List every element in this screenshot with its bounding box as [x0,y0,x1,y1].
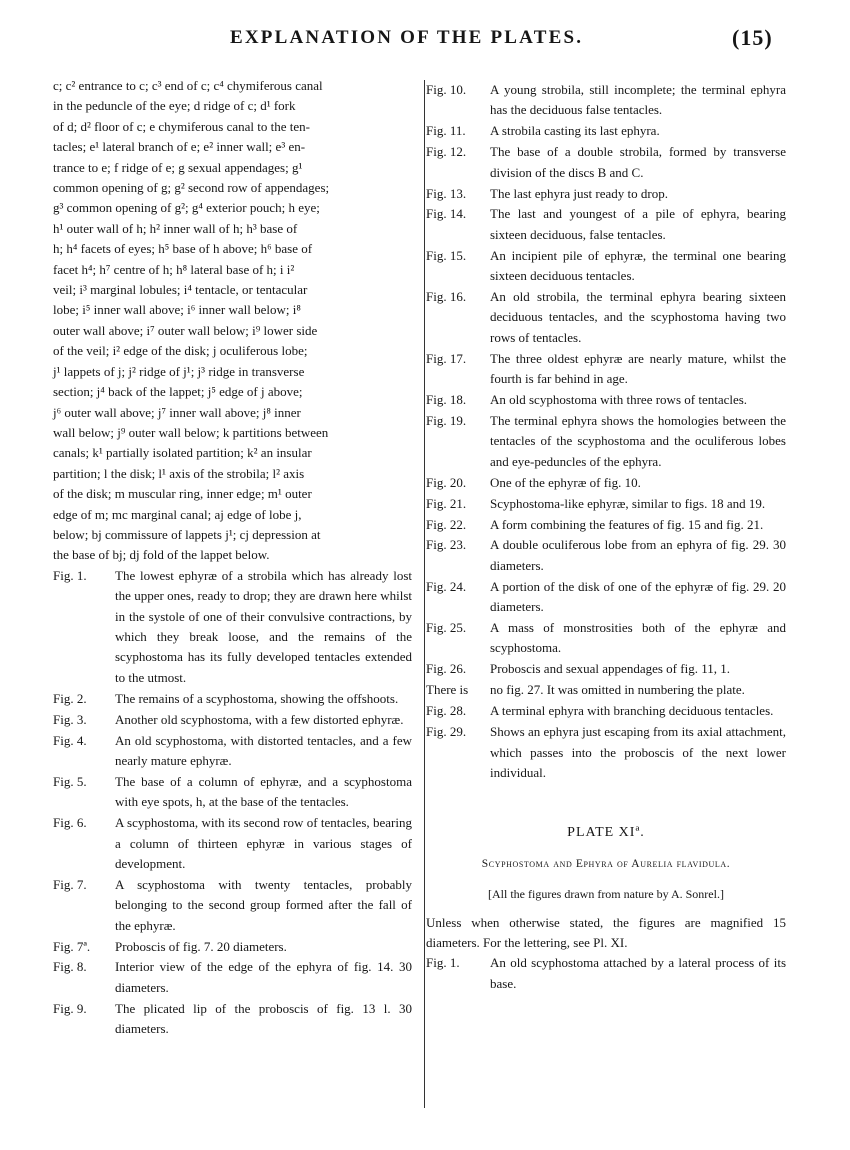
figure-label: Fig. 3. [53,711,87,727]
figure-text: A strobila casting its last ephyra. [490,123,660,139]
legend-line: g³ common opening of g²; g⁴ exterior pouch; h eye; [53,200,320,216]
figure-text: Proboscis and sexual appendages of fig. 11, 1. [490,661,730,677]
plate-subheading: Scyphostoma and Ephyra of Aurelia flavidula. [481,857,731,870]
legend-line: outer wall above; i⁷ outer wall below; i⁹ lower side [53,322,318,338]
figure-label: Fig. 29. [426,724,467,740]
figure-text: The base of a column of ephyræ, and a scyphostoma with eye spots, h, at the base of the tentacles. [115,773,412,810]
legend-line: tacles; e¹ lateral branch of e; e² inner wall; e³ en- [53,139,306,155]
figure-caption [53,566,412,688]
figure-text: An incipient pile of ephyræ, the terminal one bearing sixteen deciduous tentacles. [490,247,786,284]
figure-label: Fig. 22. [426,516,467,532]
figure-label: Fig. 5. [53,773,87,789]
figure-text: An old scyphostoma with three rows of tentacles. [490,392,748,408]
figure-text: Shows an ephyra just escaping from its axial attachment, which passes into the proboscis of the next lower individual. [490,724,786,780]
figure-label: Fig. 2. [53,690,87,706]
figure-caption [426,659,786,679]
figure-label: Fig. 1. [53,567,87,583]
figure-text: The last ephyra just ready to drop. [490,185,668,201]
figure-label: Fig. 11. [426,123,466,139]
figure-text: A scyphostoma with twenty tentacles, probably belonging to the second group formed after the fall of the ephyræ. [115,876,412,933]
figure-text: A form combining the features of fig. 15 and fig. 21. [490,516,764,532]
figure-label: Fig. 1. [426,955,460,971]
page-header-title: EXPLANATION OF THE PLATES. [230,27,584,48]
figure-text: Interior view of the edge of the ephyra of fig. 14. 30 diameters. [115,959,412,995]
figure-caption [426,204,786,245]
figure-text: A young strobila, still incomplete; the terminal ephyra has the deciduous false tentacles. [490,82,786,118]
legend-line: trance to e; f ridge of e; g sexual appendages; g¹ [53,159,303,175]
plate-figure-list [426,953,786,994]
figure-label: Fig. 9. [53,1000,87,1016]
page-number: (15) [732,25,773,50]
figure-label: Fig. 7ª. [53,938,91,954]
figure-caption [426,953,786,994]
plate-intro: Unless when otherwise stated, the figures are magnified 15 diameters. For the lettering, see Pl. XI. [426,914,786,950]
figure-label: There is [426,682,469,698]
column-divider [424,80,425,1108]
figure-text: An old scyphostoma attached by a lateral process of its base. [490,955,786,991]
lettering-legend [53,76,412,566]
figure-text: The base of a double strobila, formed by transverse division of the discs B and C. [490,144,786,180]
legend-line: c; c² entrance to c; c³ end of c; c⁴ chymiferous canal [53,78,323,93]
left-figure-list [53,566,412,1040]
figure-label: Fig. 25. [426,620,467,636]
left-column [53,76,412,1040]
figure-label: Fig. 10. [426,82,467,97]
legend-line: below; bj commissure of lappets j¹; cj depression at [53,526,321,542]
legend-line: wall below; j⁹ outer wall below; k partitions between [53,424,329,440]
right-figure-list [426,80,786,783]
figure-text: Proboscis of fig. 7. 20 diameters. [115,938,287,954]
figure-text: Another old scyphostoma, with a few distorted ephyræ. [115,711,404,727]
figure-text: The terminal ephyra shows the homologies between the tentacles of the scyphostoma and the oculiferous lobes and eye-peduncles of the ephyra. [490,413,786,469]
legend-line: of the veil; i² edge of the disk; j oculiferous lobe; [53,343,308,359]
figure-caption [426,142,786,183]
plate-attribution-note: [All the figures drawn from nature by A. Sonrel.] [488,887,724,902]
legend-line: h; h⁴ facets of eyes; h⁵ base of h above; h⁶ base of [53,241,313,257]
figure-label: Fig. 6. [53,815,87,831]
figure-label: Fig. 19. [426,413,467,428]
figure-label: Fig. 13. [426,185,467,201]
figure-text: An old strobila, the terminal ephyra bearing sixteen deciduous tentacles, and the scyphostoma having two rows of tentacles. [490,289,786,345]
legend-line: edge of m; mc marginal canal; aj edge of lobe j, [53,506,302,522]
figure-text: The plicated lip of the proboscis of fig. 13 l. 30 diameters. [115,1000,412,1037]
figure-caption [426,390,786,410]
legend-line: j¹ lappets of j; j² ridge of j¹; j³ ridge in transverse [53,363,305,379]
figure-text: One of the ephyræ of fig. 10. [490,474,641,490]
figure-label: Fig. 14. [426,206,467,222]
legend-line: facet h⁴; h⁷ centre of h; h⁸ lateral base of h; i i² [53,261,295,277]
figure-text: Scyphostoma-like ephyræ, similar to figs. 18 and 19. [490,495,766,511]
figure-caption [53,999,412,1040]
figure-label: Fig. 21. [426,495,467,511]
figure-text: The remains of a scyphostoma, showing the offshoots. [115,690,399,706]
legend-line: h¹ outer wall of h; h² inner wall of h; h³ base of [53,220,298,236]
legend-line: section; j⁴ back of the lappet; j⁵ edge of j above; [53,384,303,400]
figure-label: Fig. 24. [426,578,467,594]
legend-line: of the disk; m muscular ring, inner edge; m¹ outer [53,486,312,502]
legend-line: in the peduncle of the eye; d ridge of c; d¹ fork [53,98,296,114]
figure-caption [53,689,412,709]
figure-label: Fig. 7. [53,876,87,892]
figure-text: A mass of monstrosities both of the ephyræ and scyphostoma. [490,620,786,656]
figure-caption [53,875,412,936]
figure-text: The lowest ephyræ of a strobila which has already lost the upper ones, ready to drop; they are drawn here whilst in the systole of one of their convulsive contractions, by which they break loose, and the remains of the scyphostoma has its fully developed tentacles extended to the utmost. [115,567,412,685]
figure-text: The last and youngest of a pile of ephyra, bearing sixteen deciduous, false tentacles. [490,206,786,242]
figure-caption [53,772,412,813]
figure-label: Fig. 18. [426,392,467,408]
figure-caption [53,710,412,730]
figure-label: Fig. 26. [426,661,467,677]
figure-caption [53,937,412,957]
figure-caption [426,618,786,659]
legend-line: j⁶ outer wall above; j⁷ inner wall above; j⁸ inner [53,404,301,420]
figure-label: Fig. 8. [53,959,87,975]
figure-text: A scyphostoma, with its second row of tentacles, bearing a column of thirteen ephyræ in various stages of development. [115,815,412,871]
legend-line: canals; k¹ partially isolated partition; k² an insular [53,445,312,461]
figure-text: A terminal ephyra with branching deciduous tentacles. [490,703,774,719]
legend-line: veil; i³ marginal lobules; i⁴ tentacle, or tentacular [53,282,308,298]
figure-caption [426,701,786,721]
figure-label: Fig. 23. [426,537,467,553]
figure-text: no fig. 27. It was omitted in numbering the plate. [490,682,745,698]
figure-caption [426,184,786,204]
figure-label: Fig. 16. [426,289,467,305]
figure-label: Fig. 12. [426,144,467,160]
figure-caption [426,494,786,514]
figure-caption [426,577,786,618]
figure-caption [53,731,412,772]
figure-caption [426,515,786,535]
figure-label: Fig. 20. [426,474,467,490]
figure-caption [426,535,786,576]
figure-label: Fig. 4. [53,732,87,748]
figure-text: A portion of the disk of one of the ephyræ of fig. 29. 20 diameters. [490,578,786,615]
figure-text: A double oculiferous lobe from an ephyra of fig. 29. 30 diameters. [490,537,786,573]
legend-line: of d; d² floor of c; e chymiferous canal to the ten- [53,118,310,134]
figure-caption [426,287,786,348]
figure-text: An old scyphostoma, with distorted tentacles, and a few nearly mature ephyræ. [115,732,412,768]
legend-line: partition; l the disk; l¹ axis of the strobila; l² axis [53,465,305,481]
figure-caption [53,957,412,998]
right-column [426,80,786,995]
figure-label: Fig. 28. [426,703,467,719]
figure-label: Fig. 15. [426,247,467,263]
plate-heading: PLATE XIª. [567,825,645,841]
figure-caption [426,473,786,493]
figure-caption [53,813,412,874]
figure-caption [426,680,786,700]
figure-caption [426,722,786,783]
figure-caption [426,349,786,390]
figure-caption [426,121,786,141]
figure-caption [426,246,786,287]
legend-line: common opening of g; g² second row of appendages; [53,180,330,196]
figure-caption [426,80,786,121]
figure-caption [426,411,786,472]
figure-text: The three oldest ephyræ are nearly mature, whilst the fourth is far behind in age. [490,350,786,387]
figure-label: Fig. 17. [426,350,467,366]
legend-line: the base of bj; dj fold of the lappet below. [53,547,270,563]
legend-line: lobe; i⁵ inner wall above; i⁶ inner wall below; i⁸ [53,302,301,318]
